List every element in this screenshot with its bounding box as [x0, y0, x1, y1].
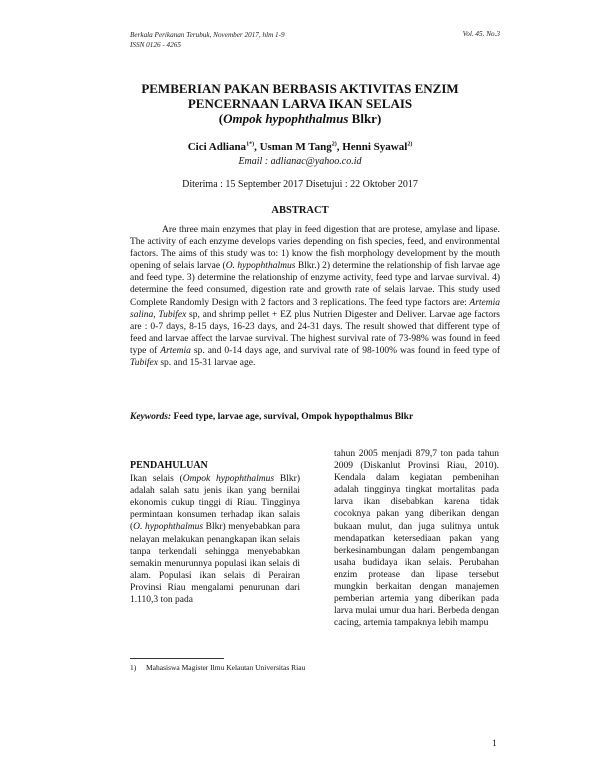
page-number: 1 — [492, 739, 497, 749]
title-paren-close: Blkr) — [348, 111, 382, 126]
keywords — [130, 412, 500, 422]
keywords-label: Keywords: — [130, 412, 172, 422]
intro-italic: O. hypophthalmus — [133, 522, 204, 533]
footnote-number: 1) — [130, 663, 137, 672]
abstract-text: sp, and shrimp pellet + EZ plus Nutrien Digester and Deliver. Larvae age factors are : 0-7 days, 8-15 days, 16-23 days, and 24-31 days. The result showed that different type of feed and larvae affect the larvae survival. The highest survival rate of 73-98% was found in feed type of — [130, 309, 501, 356]
section-heading: PENDAHULUAN — [130, 460, 208, 471]
abstract-italic: O. hypophthalmus — [225, 261, 296, 272]
author-sep: , — [254, 141, 260, 153]
intro-text: Blkr) adalah salah satu jenis ikan yang bernilai ekonomis cukup tinggi di Riau. Tingginya permintaan konsumen terhadap ikan salais ( — [130, 474, 300, 533]
author-3-affil: 2) — [407, 141, 413, 148]
keywords-text: Feed type, larvae age, survival, Ompok hypopthalmus Blkr — [171, 412, 414, 422]
author-sep: , — [336, 141, 343, 153]
intro-right-column: tahun 2005 menjadi 879,7 ton pada tahun 2009 (Diskanlut Provinsi Riau, 2010). Kendala dalam kegiatan pembenihan adalah tingginya tingkat mortalitas pada larva ikan disebabkan karena tidak cocoknya pakan yang diberikan dengan bukaan mulut, dan juga sulitnya untuk mendapatkan ketersediaan pakan yang berkesinambungan dalam pengembangan usaha budidaya ikan selais. Perubahan enzim protease dan lipase tersebut mungkin berkaitan dengan manajemen pemberian artemia yang diberikan pada larva mulai umur dua hari. Berbeda dengan cacing, artemia tampaknya lebih mampu — [334, 449, 499, 629]
author-3: Henni Syawal — [342, 141, 408, 153]
footnote-divider — [130, 658, 224, 659]
author-2-affil: 2) — [331, 141, 337, 148]
abstract-text: Are three main enzymes that play in feed digestion that are protese, amylase and lipase. The activity of each enzyme develops varies depending on fish species, feed, and environmental factors. The aims of this study was to: 1) know the fish morphology development by the mouth opening of selais larvae ( — [130, 225, 500, 272]
abstract-heading: ABSTRACT — [271, 205, 329, 216]
intro-italic: Ompok hypophthalmus — [182, 474, 275, 485]
intro-text: Blkr) menyebabkan para nelayan melakukan penangkapan ikan selais tanpa terkendali sehingga menyebabkan semakin menurunnya populasi ikan selais di alam. Populasi ikan selais di Perairan Provinsi Riau mengalami penurunan dari 1.110,3 ton pada — [130, 522, 300, 606]
author-1-affil: 1*) — [246, 141, 255, 148]
abstract-text: Blkr.) 2) determine the relationship of fish larvae age and feed type. 3) determine the relationship of enzyme activity, feed type and larvae survival. 4) determine the feed consumed, digestion rate and growth rate of selais larvae. This study used Complete Randomly Design with 2 factors and 3 replications. The feed type factors are: — [130, 261, 500, 308]
intro-left-column — [130, 460, 300, 606]
species-name: Ompok hypophthalmus — [223, 111, 349, 126]
abstract-body — [130, 224, 500, 369]
journal-citation: Berkala Perikanan Terubuk, November 2017, hlm 1-9 — [130, 31, 285, 39]
title-line-2: PENCERNAAN LARVA IKAN SELAIS — [187, 96, 413, 111]
issn: ISSN 0126 - 4265 — [130, 41, 181, 49]
abstract-italic: Tubifex — [158, 309, 187, 320]
author-1: Cici Adliana — [187, 141, 247, 153]
title-paren-open: ( — [218, 111, 224, 126]
intro-paragraph — [130, 473, 300, 606]
abstract-text: , — [153, 309, 159, 320]
submission-dates: Diterima : 15 September 2017 Disetujui : 22 Oktober 2017 — [182, 179, 418, 190]
author-list — [0, 141, 600, 153]
footnote-text: Mahasiswa Magister Ilmu Kelautan Universitas Riau — [146, 663, 306, 672]
footnote — [130, 662, 306, 673]
paper-title — [0, 81, 600, 126]
abstract-italic: Artemia — [160, 345, 191, 356]
volume-info: Vol. 45. No.3 — [462, 30, 500, 38]
abstract-italic: Tubifex — [130, 358, 158, 369]
title-line-1: PEMBERIAN PAKAN BERBASIS AKTIVITAS ENZIM — [141, 81, 459, 96]
abstract-text: sp. and 0-14 days age, and survival rate of 98-100% was found in feed type of — [190, 345, 500, 356]
title-line-3 — [0, 111, 600, 126]
author-2: Usman M Tang — [259, 141, 332, 153]
abstract-text: sp. and 15-31 larvae age. — [157, 358, 256, 369]
abstract-italic: Artemia salina — [130, 297, 500, 320]
journal-header — [130, 30, 285, 50]
intro-text: Ikan selais ( — [130, 474, 183, 485]
author-email: Email : adlianac@yahoo.co.id — [238, 156, 362, 167]
